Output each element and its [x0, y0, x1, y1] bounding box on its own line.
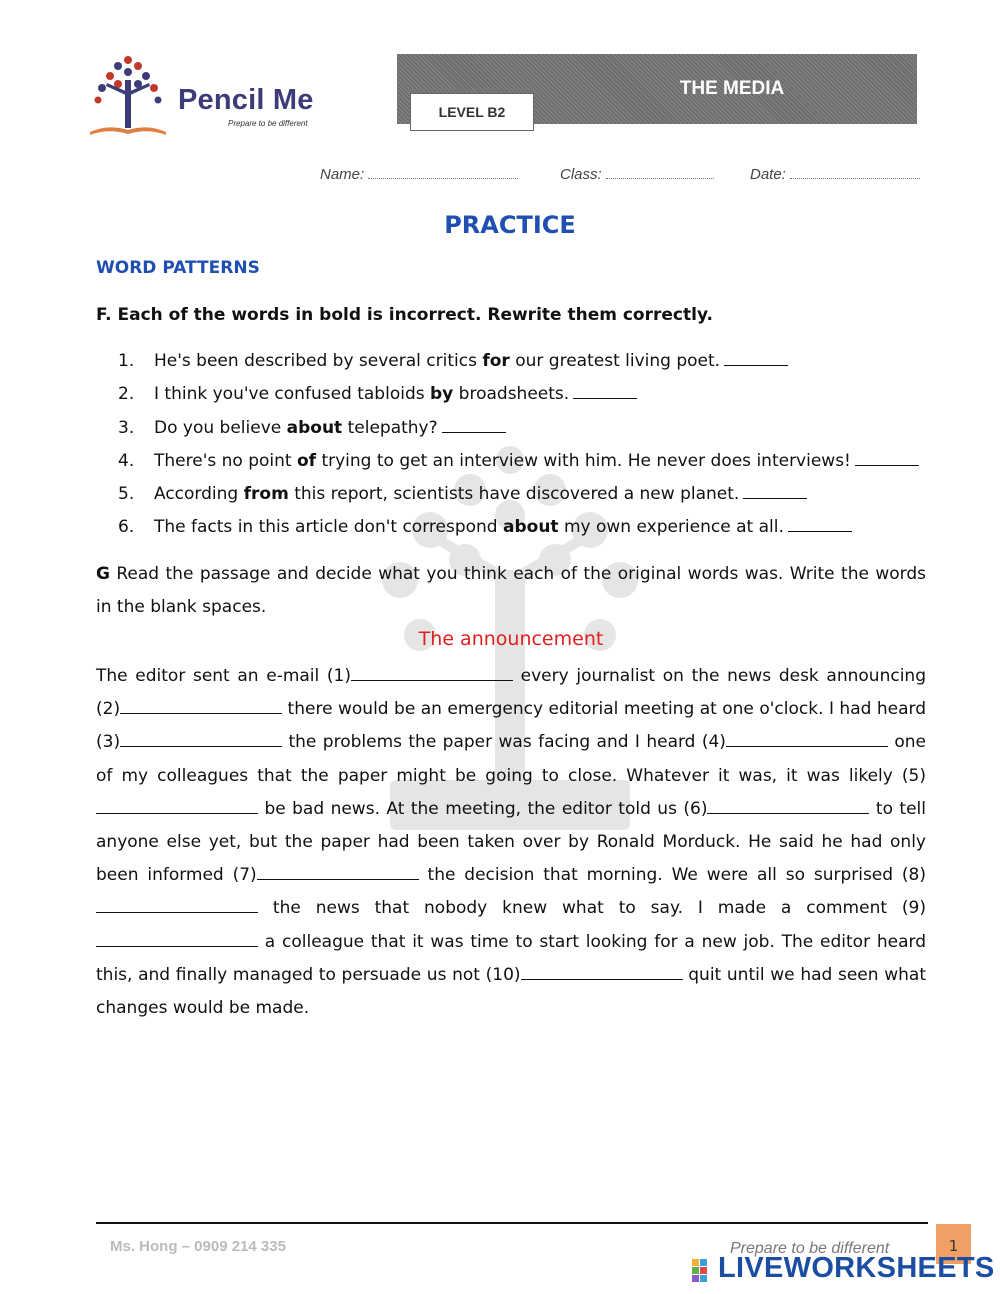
footer-tagline: Prepare to be different — [730, 1240, 890, 1257]
answer-blank[interactable] — [573, 381, 637, 399]
gap-6[interactable] — [707, 797, 869, 814]
class-field[interactable] — [560, 166, 714, 183]
gap-10[interactable] — [521, 963, 683, 980]
page-number: 1 — [936, 1224, 971, 1264]
gap-1[interactable] — [351, 664, 513, 681]
banner-title: THE MEDIA — [679, 78, 785, 99]
list-item: 4. There's no point of trying to get an interview with him. He never does interviews! — [118, 445, 948, 478]
footer-divider — [96, 1222, 928, 1224]
gap-4[interactable] — [726, 730, 888, 747]
gap-3[interactable] — [120, 730, 282, 747]
answer-blank[interactable] — [788, 514, 852, 532]
page-title: PRACTICE — [444, 211, 576, 239]
date-label: Date: — [750, 166, 786, 183]
gap-7[interactable] — [257, 863, 419, 880]
answer-blank[interactable] — [724, 348, 788, 366]
date-field[interactable] — [750, 166, 920, 183]
class-label: Class: — [560, 166, 602, 183]
liveworksheets-watermark: LIVEWORKSHEETS — [718, 1252, 995, 1284]
list-item: 6. The facts in this article don't correspond about my own experience at all. — [118, 511, 948, 544]
liveworksheets-logo-icon — [692, 1259, 716, 1283]
task-f-instruction: F. Each of the words in bold is incorrect. Rewrite them correctly. — [96, 305, 713, 325]
logo-title: Pencil Me — [178, 84, 314, 116]
list-item: 1. He's been described by several critics for our greatest living poet. — [118, 345, 948, 378]
answer-blank[interactable] — [855, 448, 919, 466]
story-title: The announcement — [418, 628, 604, 650]
task-g-instruction: G Read the passage and decide what you think each of the original words was. Write the words in the blank spaces. — [96, 564, 926, 617]
gap-2[interactable] — [120, 697, 282, 714]
gap-9[interactable] — [96, 930, 258, 947]
level-badge: LEVEL B2 — [410, 93, 534, 131]
name-field[interactable] — [320, 166, 518, 183]
list-item: 5. According from this report, scientists have discovered a new planet. — [118, 478, 948, 511]
answer-blank[interactable] — [743, 481, 807, 499]
gap-8[interactable] — [96, 896, 258, 913]
name-label: Name: — [320, 166, 365, 183]
list-item: 3. Do you believe about telepathy? — [118, 412, 948, 445]
answer-blank[interactable] — [442, 415, 506, 433]
gap-5[interactable] — [96, 797, 258, 814]
passage: The editor sent an e-mail (1) every journalist on the news desk announcing (2) there would be an emergency editorial meeting at one o'clock. I had heard (3) the problems the paper was facing and I heard (4) one of my colleagues that the paper might be going to close. Whatever it was, it was likely (5) be bad news. At the meeting, the editor told us (6) to tell anyone else yet, but the paper had been taken over by Ronald Morduck. He said he had only been informed (7) the decision that morning. We were all so surprised (8) the news that nobody knew what to say. I made a comment (9) a colleague that it was time to start looking for a new job. The editor heard this, and finally managed to persuade us not (10) quit until we had seen what changes would be made. — [96, 666, 926, 1019]
list-item: 2. I think you've confused tabloids by broadsheets. — [118, 378, 948, 411]
logo-tagline: Prepare to be different — [228, 119, 308, 128]
task-f-list — [118, 345, 948, 545]
section-title: WORD PATTERNS — [96, 258, 260, 278]
footer-contact: Ms. Hong – 0909 214 335 — [110, 1238, 286, 1255]
